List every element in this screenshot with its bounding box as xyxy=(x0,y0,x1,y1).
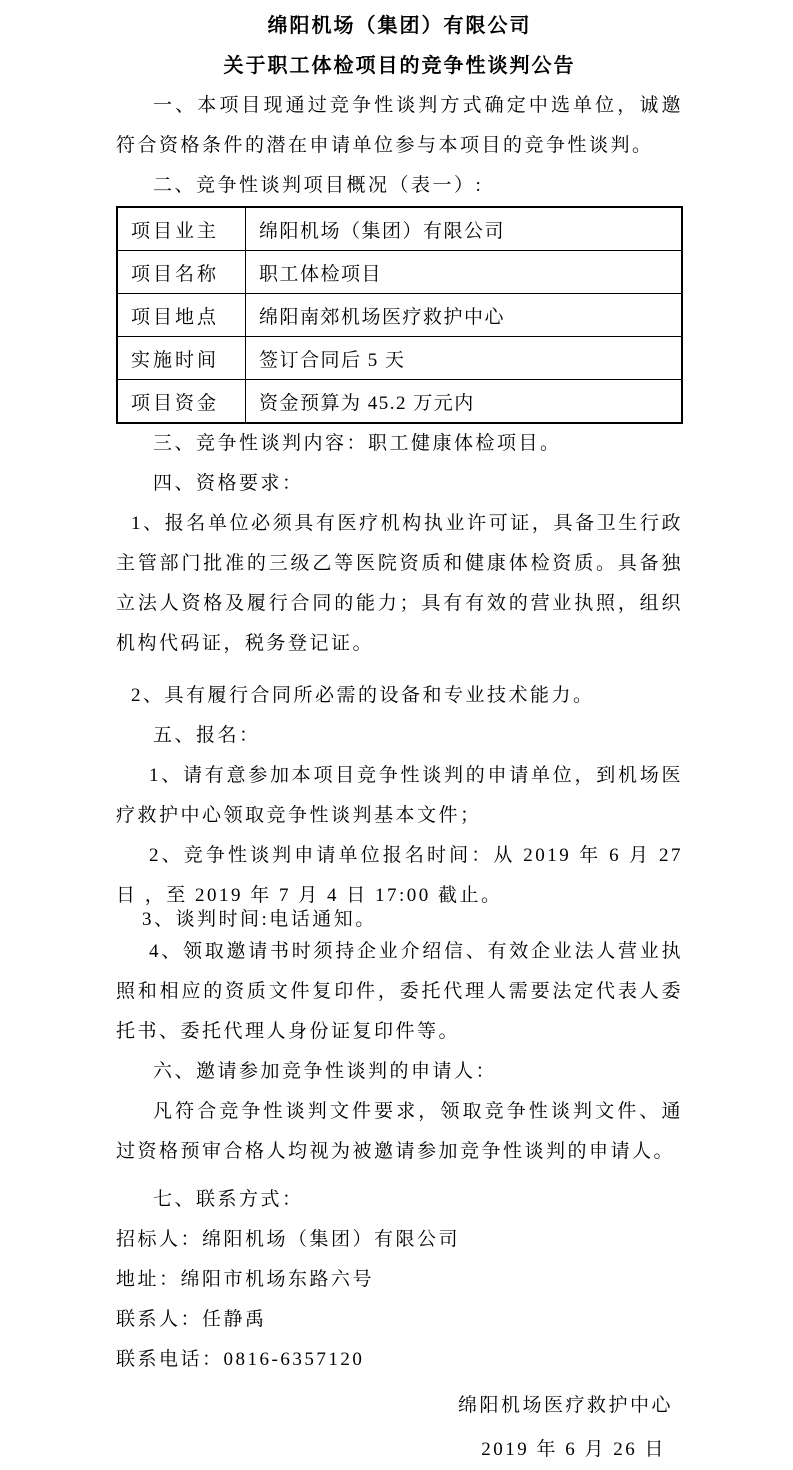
table-row-schedule xyxy=(117,337,682,380)
table-cell-label: 项目资金 xyxy=(117,380,246,424)
section-7-heading: 七、联系方式： xyxy=(153,1189,304,1210)
contact-person-line: 联系人：任静禹 xyxy=(116,1309,267,1330)
table-cell-value: 资金预算为 45.2 万元内 xyxy=(246,380,683,424)
table-cell-label: 项目业主 xyxy=(117,207,246,251)
section-5-item-2-line-1: 2、竞争性谈判申请单位报名时间：从 2019 年 6 月 27 xyxy=(149,845,683,866)
table-cell-value: 签订合同后 5 天 xyxy=(246,337,683,380)
table-cell-value: 绵阳南郊机场医疗救护中心 xyxy=(246,294,683,337)
signature-org: 绵阳机场医疗救护中心 xyxy=(457,1395,673,1416)
contact-phone-line: 联系电话：0816-6357120 xyxy=(116,1349,365,1370)
table-cell-value: 绵阳机场（集团）有限公司 xyxy=(246,207,683,251)
section-5-item-4: 4、领取邀请书时须持企业介绍信、有效企业法人营业执照和相应的资质文件复印件，委托代理人需要法定代表人委托书、委托代理人身份证复印件等。 xyxy=(116,941,683,1042)
section-5-item-2-line-2: 日 ，至 2019 年 7 月 4 日 17:00 截止。 xyxy=(116,885,503,906)
table-row-owner xyxy=(117,207,682,251)
doc-subtitle: 关于职工体检项目的竞争性谈判公告 xyxy=(223,55,576,77)
table-cell-label: 实施时间 xyxy=(117,337,246,380)
contact-address-line: 地址：绵阳市机场东路六号 xyxy=(116,1269,375,1290)
table-cell-value: 职工体检项目 xyxy=(246,251,683,294)
table-row-budget xyxy=(117,380,682,424)
section-6-paragraph: 凡符合竞争性谈判文件要求，领取竞争性谈判文件、通过资格预审合格人均视为被邀请参加竞争性谈判的申请人。 xyxy=(116,1101,683,1162)
project-overview-table xyxy=(116,206,683,424)
section-5-item-3: 3、谈判时间:电话通知。 xyxy=(142,909,377,930)
section-6-heading: 六、邀请参加竞争性谈判的申请人： xyxy=(153,1061,498,1082)
section-4-heading: 四、资格要求： xyxy=(153,473,304,494)
section-3-heading: 三、竞争性谈判内容：职工健康体检项目。 xyxy=(153,433,562,454)
section-2-heading: 二、竞争性谈判项目概况（表一）: xyxy=(153,175,484,196)
contact-bidder-line: 招标人：绵阳机场（集团）有限公司 xyxy=(116,1229,461,1250)
table-row-location xyxy=(117,294,682,337)
project-overview-table-body xyxy=(117,207,682,423)
table-cell-label: 项目名称 xyxy=(117,251,246,294)
table-row-name xyxy=(117,251,682,294)
section-5-heading: 五、报名： xyxy=(153,725,261,746)
doc-title: 绵阳机场（集团）有限公司 xyxy=(267,15,532,37)
section-5-item-1: 1、请有意参加本项目竞争性谈判的申请单位，到机场医疗救护中心领取竞争性谈判基本文件； xyxy=(116,765,683,826)
section-4-item-2: 2、具有履行合同所必需的设备和专业技术能力。 xyxy=(131,685,595,706)
section-1-paragraph: 一、本项目现通过竞争性谈判方式确定中选单位，诚邀符合资格条件的潜在申请单位参与本项目的竞争性谈判。 xyxy=(116,95,683,156)
table-cell-label: 项目地点 xyxy=(117,294,246,337)
signature-date: 2019 年 6 月 26 日 xyxy=(481,1439,666,1460)
section-4-item-1: 1、报名单位必须具有医疗机构执业许可证，具备卫生行政主管部门批准的三级乙等医院资质和健康体检资质。具备独立法人资格及履行合同的能力；具有有效的营业执照，组织机构代码证，税务登记证。 xyxy=(116,513,683,654)
